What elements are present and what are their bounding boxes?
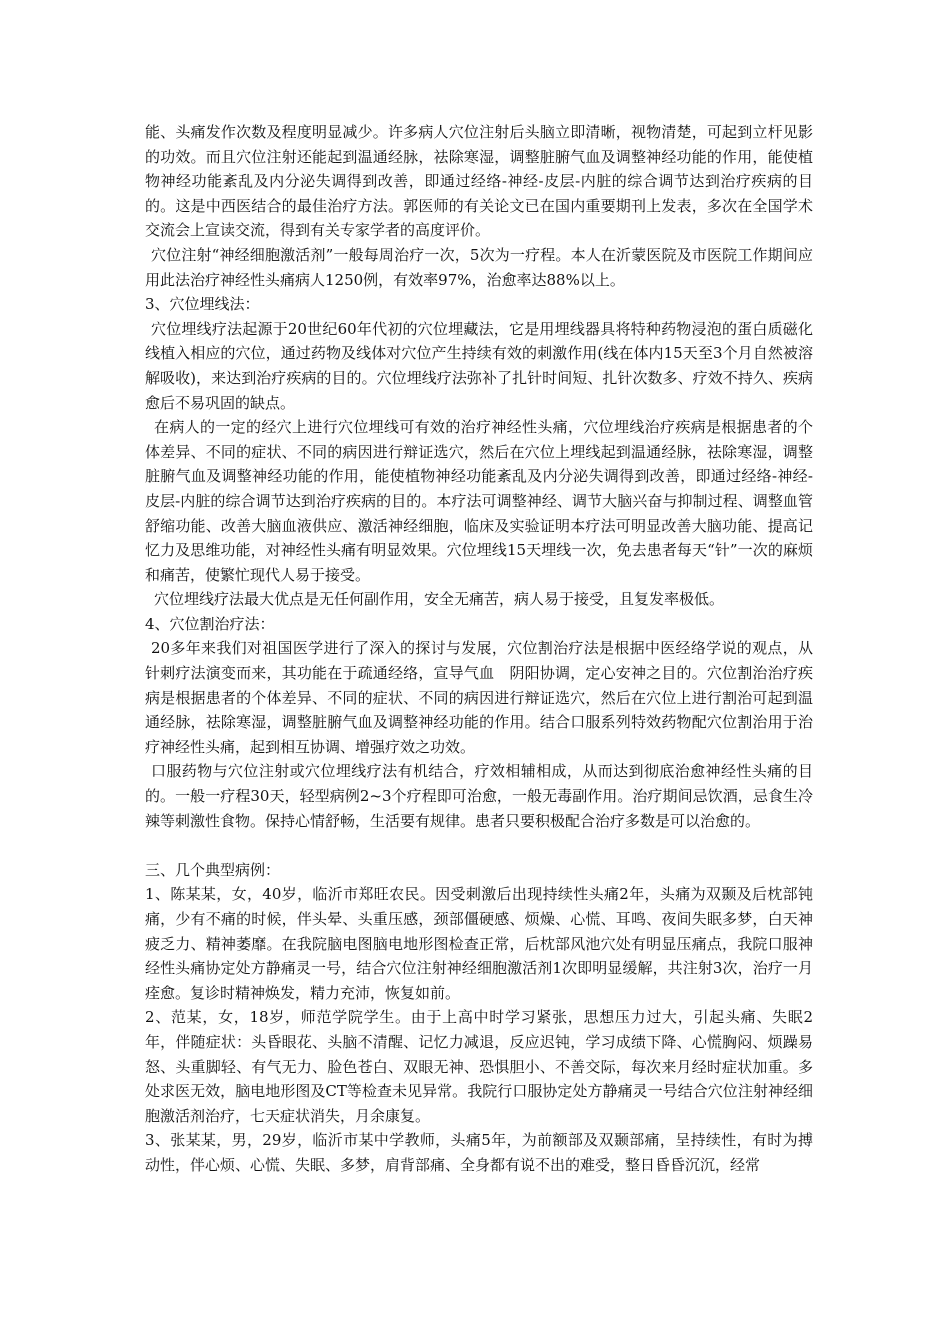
embedding-paragraph-1: 穴位埋线疗法起源于20世纪60年代初的穴位埋藏法，它是用埋线器具将特种药物浸泡的蛋白质磁化线植入相应的穴位，通过药物及线体对穴位产生持续有效的刺激作用(线在体内15天至3个月自然被溶解吸收)，来达到治疗疾病的目的。穴位埋线疗法弥补了扎针时间短、扎针次数多、疗效不持久、疾病愈后不易巩固的缺点。 bbox=[145, 319, 813, 412]
section-heading-typical-cases: 三、几个典型病例： bbox=[145, 860, 281, 879]
injection-paragraph: 穴位注射“神经细胞激活剂”一般每周治疗一次，5次为一疗程。本人在沂蒙医院及市医院工作期间应用此法治疗神经性头痛病人1250例，有效率97%，治愈率达88%以上。 bbox=[145, 245, 813, 289]
case-2-paragraph: 2、范某，女，18岁，师范学院学生。由于上高中时学习紧张，思想压力过大，引起头痛、失眠2年，伴随症状：头昏眼花、头脑不清醒、记忆力减退，反应迟钝，学习成绩下降、心慌胸闷、烦躁易怒、头重脚轻、有气无力、脸色苍白、双眼无神、恐惧胆小、不善交际，每次来月经时症状加重。多处求医无效，脑电地形图及CT等检查未见异常。我院行口服协定处方静痛灵一号结合穴位注射神经细胞激活剂治疗，七天症状消失，月余康复。 bbox=[145, 1008, 813, 1125]
cutting-paragraph-1: 20多年来我们对祖国医学进行了深入的探讨与发展，穴位割治疗法是根据中医经络学说的观点，从针刺疗法演变而来，其功能在于疏通经络，宣导气血 阴阳协调，定心安神之目的。穴位割治治疗疾病是根据患者的个体差异、不同的症状、不同的病因进行辩证选穴，然后在穴位上进行割治可起到温通经脉，祛除寒湿，调整脏腑气血及调整神经功能的作用。结合口服系列特效药物配穴位割治用于治疗神经性头痛，起到相互协调、增强疗效之功效。 bbox=[145, 639, 813, 756]
embedding-paragraph-3: 穴位埋线疗法最大优点是无任何副作用，安全无痛苦，病人易于接受，且复发率极低。 bbox=[154, 590, 725, 609]
case-3-paragraph: 3、张某某，男，29岁，临沂市某中学教师，头痛5年，为前额部及双颞部痛，呈持续性，有时为搏动性，伴心烦、心慌、失眠、多梦，肩背部痛、全身都有说不出的难受，整日昏昏沉沉，经常 bbox=[145, 1131, 813, 1174]
case-1-paragraph: 1、陈某某，女，40岁，临沂市郑旺农民。因受刺激后出现持续性头痛2年，头痛为双颞及后枕部钝痛，少有不痛的时候，伴头晕、头重压感，颈部僵硬感、烦燥、心慌、耳鸣、夜间失眠多梦，白天神疲乏力、精神萎靡。在我院脑电图脑电地形图检查正常，后枕部风池穴处有明显压痛点，我院口服神经性头痛协定处方静痛灵一号，结合穴位注射神经细胞激活剂1次即明显缓解，共注射3次，治疗一月痊愈。复诊时精神焕发，精力充沛，恢复如前。 bbox=[145, 885, 813, 1002]
intro-paragraph: 能、头痛发作次数及程度明显减少。许多病人穴位注射后头脑立即清晰，视物清楚，可起到立杆见影的功效。而且穴位注射还能起到温通经脉，祛除寒湿，调整脏腑气血及调整神经功能的作用，能使植物神经功能紊乱及内分泌失调得到改善，即通过经络-神经-皮层-内脏的综合调节达到治疗疾病的目的。这是中西医结合的最佳治疗方法。郭医师的有关论文已在国内重要期刊上发表，多次在全国学术交流会上宣读交流，得到有关专家学者的高度评价。 bbox=[145, 123, 813, 240]
embedding-paragraph-2: 在病人的一定的经穴上进行穴位埋线可有效的治疗神经性头痛，穴位埋线治疗疾病是根据患者的个体差异、不同的症状、不同的病因进行辩证选穴，然后在穴位上埋线起到温通经脉，祛除寒湿，调整脏腑气血及调整神经功能的作用，能使植物神经功能紊乱及内分泌失调得到改善，即通过经络-神经-皮层-内脏的综合调节达到治疗疾病的目的。本疗法可调整神经、调节大脑兴奋与抑制过程、调整血管舒缩功能、改善大脑血液供应、激活神经细胞，临床及实验证明本疗法可明显改善大脑功能、提高记忆力及思维功能，对神经性头痛有明显效果。穴位埋线15天埋线一次，免去患者每天“针”一次的麻烦和痛苦，使繁忙现代人易于接受。 bbox=[145, 418, 813, 584]
document-page bbox=[145, 120, 813, 1178]
cutting-paragraph-2: 口服药物与穴位注射或穴位埋线疗法有机结合，疗效相辅相成，从而达到彻底治愈神经性头痛的目的。一般一疗程30天，轻型病例2~3个疗程即可治愈，一般无毒副作用。治疗期间忌饮酒，忌食生冷辣等刺激性食物。保持心情舒畅，生活要有规律。患者只要积极配合治疗多数是可以治愈的。 bbox=[145, 762, 813, 830]
section-heading-acupoint-cutting: 4、穴位割治疗法： bbox=[145, 614, 275, 633]
section-heading-acupoint-embedding: 3、穴位埋线法： bbox=[145, 295, 260, 314]
blank-line bbox=[145, 833, 813, 858]
